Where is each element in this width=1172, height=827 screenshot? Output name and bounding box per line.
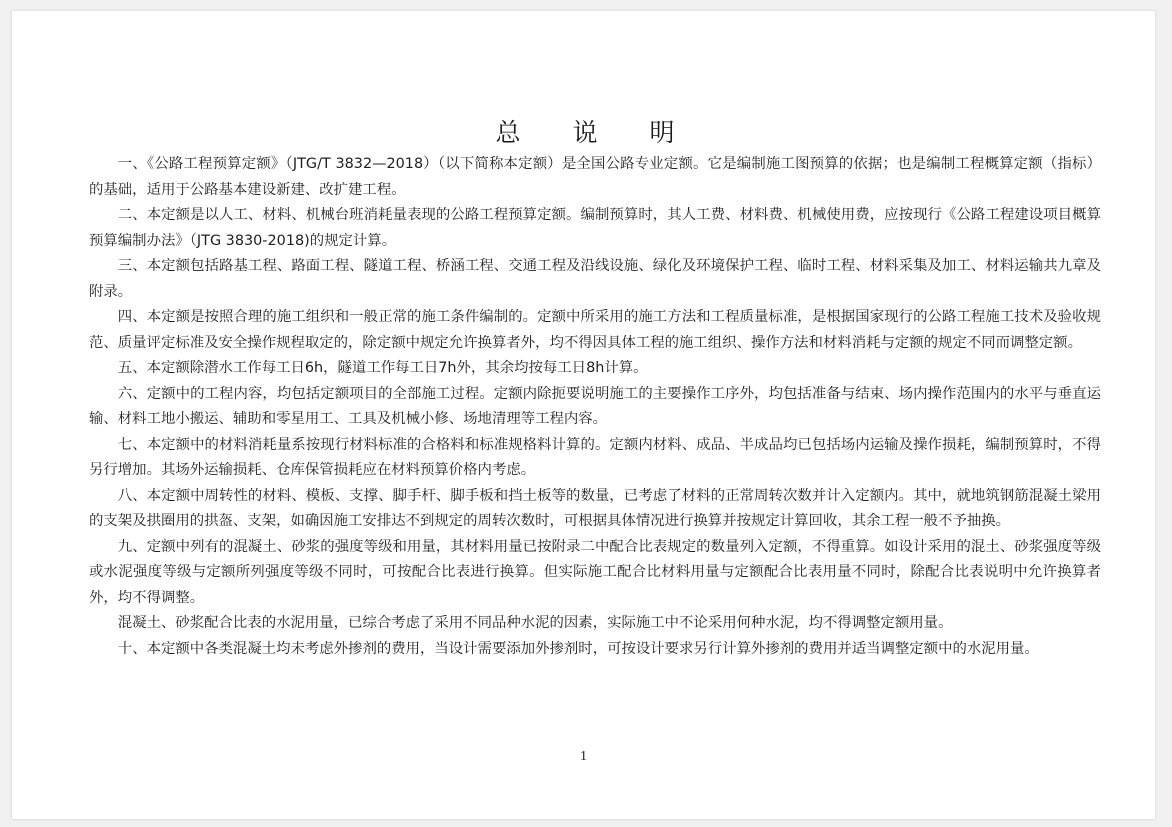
paragraph-2: 二、本定额是以人工、材料、机械台班消耗量表现的公路工程预算定额。编制预算时，其人工费、材料费、机械使用费，应按现行《公路工程建设项目概算预算编制办法》（JTG 3830-2018)的规定计算。 [89, 207, 1101, 249]
page-title: 总 说 明 [495, 118, 697, 147]
paragraph-10: 十、本定额中各类混凝土均未考虑外掺剂的费用，当设计需要添加外掺剂时，可按设计要求另行计算外掺剂的费用并适当调整定额中的水泥用量。 [117, 640, 1039, 657]
document-body [89, 152, 1101, 662]
paragraph-9-note: 混凝土、砂浆配合比表的水泥用量，已综合考虑了采用不同品种水泥的因素，实际施工中不论采用何种水泥，均不得调整定额用量。 [117, 615, 953, 631]
page-number: 1 [580, 749, 587, 764]
paragraph-9: 九、定额中列有的混凝土、砂浆的强度等级和用量，其材料用量已按附录二中配合比表规定的数量列入定额，不得重算。如设计采用的混土、砂浆强度等级或水泥强度等级与定额所列强度等级不同时，可按配合比表进行换算。但实际施工配合比材料用量与定额配合比表用量不同时，除配合比表说明中允许换算者外，均不得调整。 [89, 538, 1101, 606]
paragraph-1: 一、《公路工程预算定额》（JTG/T 3832—2018）（以下简称本定额）是全国公路专业定额。它是编制施工图预算的依据；也是编制工程概算定额（指标）的基础，适用于公路基本建设新建、改扩建工程。 [89, 156, 1101, 198]
paragraph-6: 六、定额中的工程内容，均包括定额项目的全部施工过程。定额内除扼要说明施工的主要操作工序外，均包括准备与结束、场内操作范围内的水平与垂直运输、材料工地小搬运、辅助和零星用工、工具及机械小修、场地清理等工程内容。 [89, 385, 1101, 427]
paragraph-3: 三、本定额包括路基工程、路面工程、隧道工程、桥涵工程、交通工程及沿线设施、绿化及环境保护工程、临时工程、材料采集及加工、材料运输共九章及附录。 [89, 258, 1101, 300]
paragraph-5: 五、本定额除潜水工作每工日6h，隧道工作每工日7h外，其余均按每工日8h计算。 [117, 360, 648, 376]
document-page [12, 11, 1155, 819]
paragraph-4: 四、本定额是按照合理的施工组织和一般正常的施工条件编制的。定额中所采用的施工方法和工程质量标准，是根据国家现行的公路工程施工技术及验收规范、质量评定标准及安全操作规程取定的，除定额中规定允许换算者外，均不得因具体工程的施工组织、操作方法和材料消耗与定额的规定不同而调整定额。 [89, 309, 1101, 351]
paragraph-7: 七、本定额中的材料消耗量系按现行材料标准的合格料和标准规格料计算的。定额内材料、成品、半成品均已包括场内运输及操作损耗，编制预算时，不得另行增加。其场外运输损耗、仓库保管损耗应在材料预算价格内考虑。 [89, 436, 1101, 478]
paragraph-8: 八、本定额中周转性的材料、模板、支撑、脚手杆、脚手板和挡土板等的数量，已考虑了材料的正常周转次数并计入定额内。其中，就地筑钢筋混凝土梁用的支架及拱圈用的拱盔、支架，如确因施工安排达不到规定的周转次数时，可根据具体情况进行换算并按规定计算回收，其余工程一般不予抽换。 [89, 487, 1101, 529]
